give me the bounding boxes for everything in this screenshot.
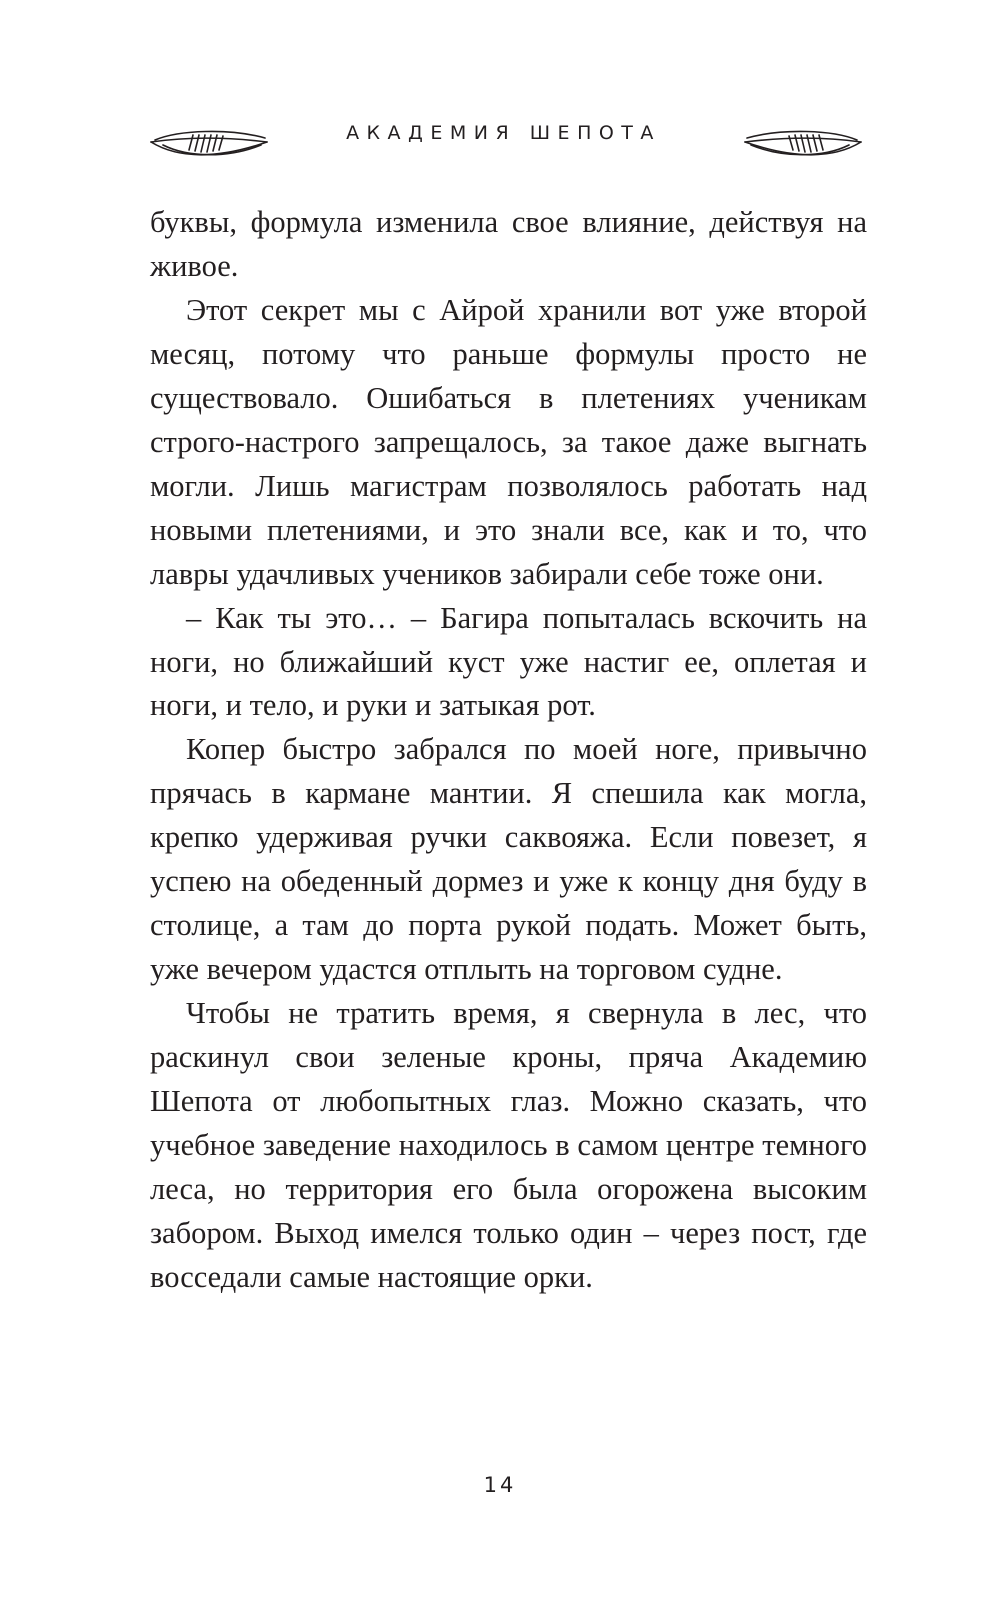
- paragraph: Чтобы не тратить время, я свернула в лес, что раскинул свои зеленые кроны, пряча Академию Шепота от любопытных глаз. Можно сказать, что учебное заведение находилось в самом центре темного леса, но территория его была огорожена высоким забором. Выход имелся только один – через пост, где восседали самые настоящие орки.: [150, 996, 867, 1294]
- paragraph: Этот секрет мы с Айрой хранили вот уже второй месяц, потому что раньше формулы просто не существовало. Ошибаться в плетениях ученикам строго-настрого запрещалось, за такое даже выгнать могли. Лишь магистрам позволялось работать над новыми плетениями, и это знали все, как и то, что лавры удачливых учеников забирали себе тоже они.: [150, 292, 867, 591]
- body-text: [150, 201, 867, 1300]
- paragraph: – Как ты это… – Багира попыталась вскочить на ноги, но ближайший куст уже настиг ее, оплетая и ноги, и тело, и руки и затыкая рот.: [150, 600, 867, 723]
- page-header: [0, 112, 1000, 162]
- paragraph: буквы, формула изменила свое влияние, действуя на живое.: [150, 205, 867, 283]
- page-number: 14: [483, 1473, 517, 1497]
- running-title: АКАДЕМИЯ ШЕПОТА: [346, 122, 661, 144]
- feather-ornament-icon: [741, 128, 863, 162]
- paragraph: Копер быстро забрался по моей ноге, привычно прячась в кармане мантии. Я спешила как могла, крепко удерживая ручки саквояжа. Если повезет, я успею на обеденный дормез и уже к концу дня буду в столице, а там до порта рукой подать. Может быть, уже вечером удастся отплыть на торговом судне.: [150, 732, 867, 987]
